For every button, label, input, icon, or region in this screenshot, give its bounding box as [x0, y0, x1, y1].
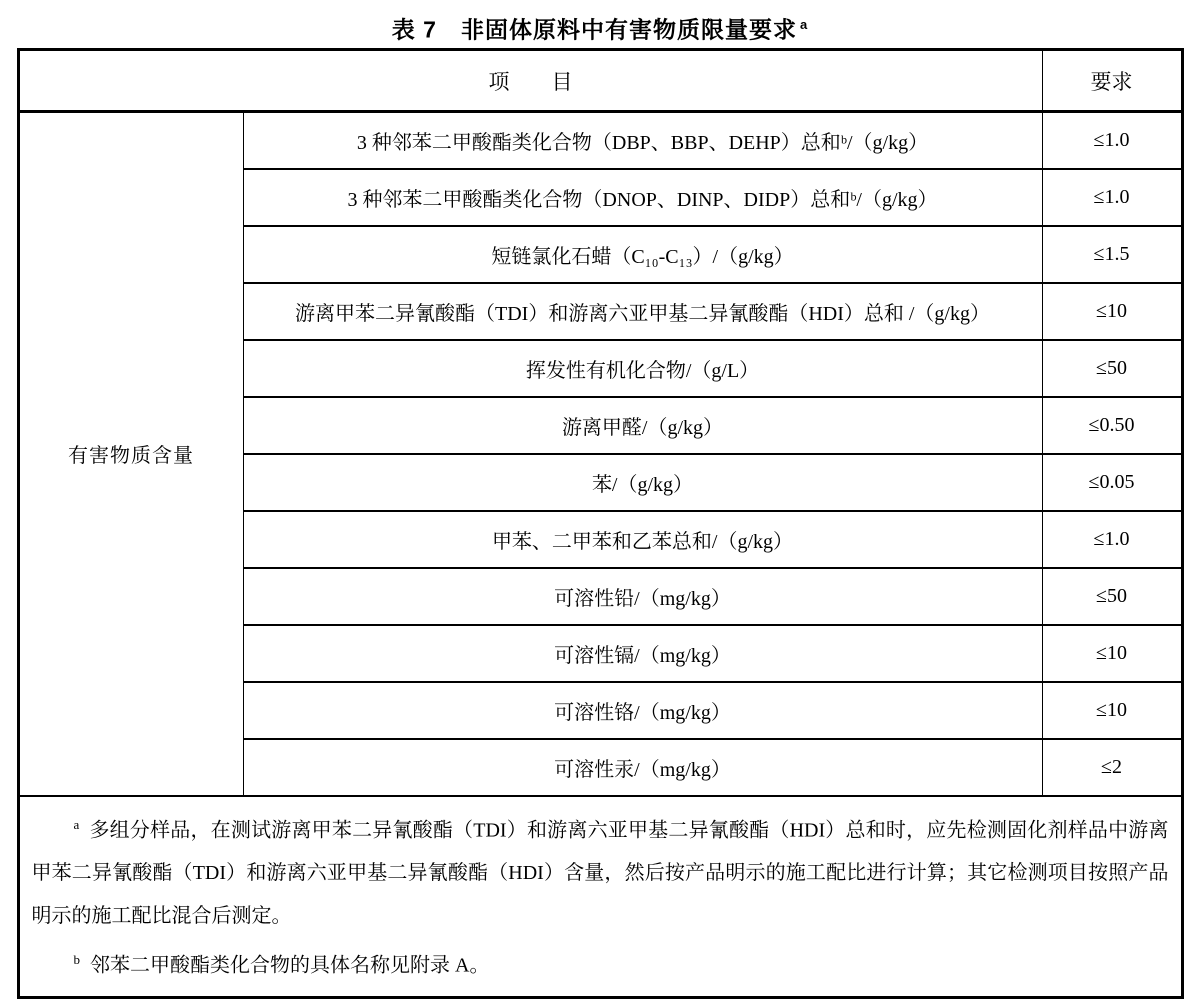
- requirement-cell: ≤10: [1042, 283, 1182, 340]
- footnotes-cell: [18, 796, 1182, 998]
- item-cell: 可溶性汞/（mg/kg）: [243, 739, 1042, 796]
- footnote-a: [32, 803, 1169, 939]
- requirement-cell: ≤1.5: [1042, 226, 1182, 283]
- item-cell: 3 种邻苯二甲酸酯类化合物（DNOP、DINP、DIDP）总和ᵇ/（g/kg）: [243, 169, 1042, 226]
- notes-row: [18, 796, 1182, 998]
- table-row: [18, 112, 1182, 169]
- column-header-requirement: 要求: [1042, 50, 1182, 112]
- requirement-cell: ≤0.50: [1042, 397, 1182, 454]
- requirement-cell: ≤10: [1042, 682, 1182, 739]
- requirement-cell: ≤0.05: [1042, 454, 1182, 511]
- item-cell: 游离甲苯二异氰酸酯（TDI）和游离六亚甲基二异氰酸酯（HDI）总和 /（g/kg）: [243, 283, 1042, 340]
- item-cell: 挥发性有机化合物/（g/L）: [243, 340, 1042, 397]
- item-cell: 可溶性铬/（mg/kg）: [243, 682, 1042, 739]
- requirement-cell: ≤2: [1042, 739, 1182, 796]
- item-cell: 苯/（g/kg）: [243, 454, 1042, 511]
- column-header-item: 项 目: [18, 50, 1042, 112]
- item-cell: 游离甲醛/（g/kg）: [243, 397, 1042, 454]
- category-cell: 有害物质含量: [18, 112, 243, 796]
- requirement-cell: ≤1.0: [1042, 112, 1182, 169]
- requirement-cell: ≤50: [1042, 568, 1182, 625]
- footnote-b-marker: b: [73, 952, 80, 968]
- requirement-cell: ≤50: [1042, 340, 1182, 397]
- requirement-cell: ≤1.0: [1042, 169, 1182, 226]
- table-title: [0, 8, 1200, 48]
- limits-table: [17, 48, 1184, 999]
- item-cell: 甲苯、二甲苯和乙苯总和/（g/kg）: [243, 511, 1042, 568]
- item-cell: 3 种邻苯二甲酸酯类化合物（DBP、BBP、DEHP）总和ᵇ/（g/kg）: [356, 131, 929, 154]
- footnote-a-marker: a: [73, 816, 80, 832]
- item-cell: 短链氯化石蜡（C₁₀-C₁₃）/（g/kg）: [243, 226, 1042, 283]
- footnote-b: [32, 938, 1169, 988]
- header-row: [18, 50, 1182, 112]
- requirement-cell: ≤1.0: [1042, 511, 1182, 568]
- requirement-cell: ≤10: [1042, 625, 1182, 682]
- footnote-a-text: 多组分样品，在测试游离甲苯二异氰酸酯（TDI）和游离六亚甲基二异氰酸酯（HDI）总和时，应先检测固化剂样品中游离甲苯二异氰酸酯（TDI）和游离六亚甲基二异氰酸酯（HDI）含量，然后按产品明示的施工配比进行计算；其它检测项目按照产品明示的施工配比混合后测定。: [31, 819, 1169, 928]
- table-title-text: 表 7 非固体原料中有害物质限量要求: [391, 16, 797, 43]
- footnote-b-text: 邻苯二甲酸酯类化合物的具体名称见附录 A。: [90, 954, 490, 977]
- table-title-footnote-marker: a: [799, 17, 809, 32]
- item-cell: 可溶性镉/（mg/kg）: [243, 625, 1042, 682]
- item-cell: 可溶性铅/（mg/kg）: [243, 568, 1042, 625]
